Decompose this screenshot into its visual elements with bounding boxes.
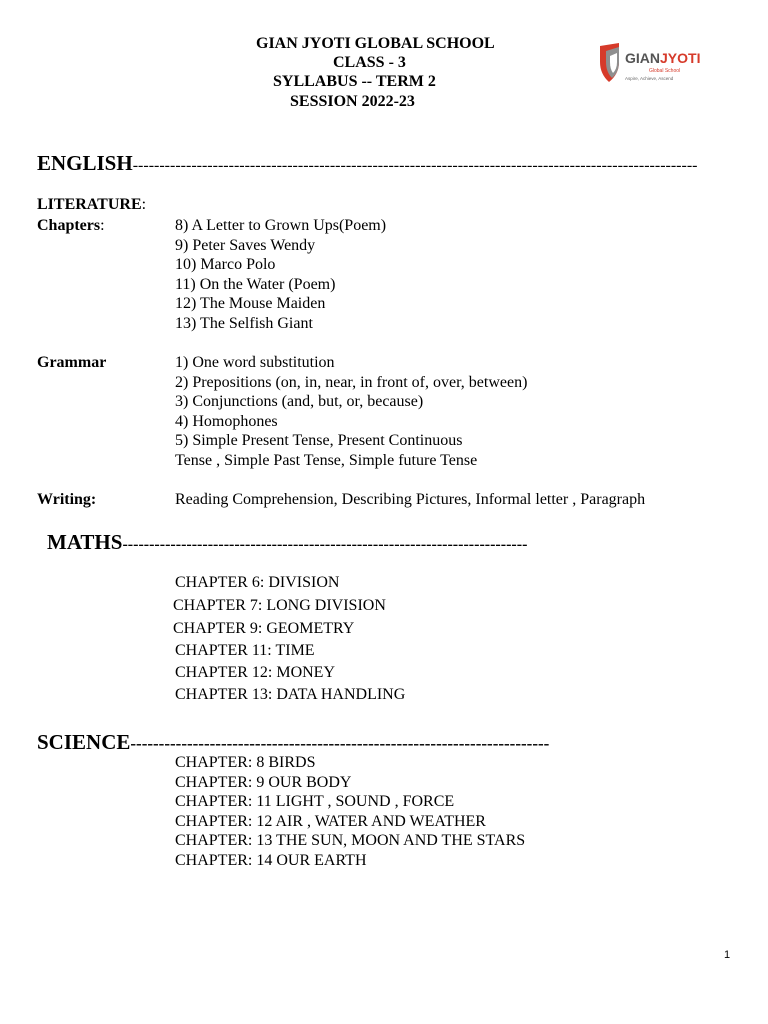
grammar-item: Tense , Simple Past Tense, Simple future Tense	[175, 452, 478, 469]
science-chapter-item: CHAPTER: 14 OUR EARTH	[175, 852, 367, 869]
shield-logo-icon	[597, 42, 707, 84]
grammar-label: Grammar	[37, 354, 107, 371]
grammar-item: 1) One word substitution	[175, 354, 335, 371]
english-chapter-item: 11) On the Water (Poem)	[175, 276, 336, 293]
science-chapter-item: CHAPTER: 12 AIR , WATER AND WEATHER	[175, 813, 486, 830]
syllabus-title: SYLLABUS -- TERM 2	[273, 73, 436, 90]
english-chapter-item: 13) The Selfish Giant	[175, 315, 313, 332]
english-chapter-item: 12) The Mouse Maiden	[175, 295, 326, 312]
maths-heading-text: MATHS	[47, 530, 123, 554]
english-chapter-item: 9) Peter Saves Wendy	[175, 237, 316, 254]
writing-label: Writing:	[37, 491, 97, 508]
logo-tagline: Aspire, Achieve, Ascend	[625, 76, 674, 81]
english-chapter-item: 10) Marco Polo	[175, 256, 276, 273]
grammar-item: 4) Homophones	[175, 413, 278, 430]
maths-chapter-item: CHAPTER 13: DATA HANDLING	[175, 686, 406, 703]
science-heading-text: SCIENCE	[37, 730, 131, 754]
maths-chapter-item: CHAPTER 12: MONEY	[175, 664, 336, 681]
logo-brand-a: GIAN	[625, 50, 660, 66]
chapters-label-text: Chapters	[37, 217, 101, 234]
literature-label	[37, 196, 146, 214]
english-chapter-item: 8) A Letter to Grown Ups(Poem)	[175, 217, 387, 234]
logo-subtitle: Global School	[649, 68, 681, 74]
science-chapter-item: CHAPTER: 8 BIRDS	[175, 754, 316, 771]
maths-chapter-item: CHAPTER 11: TIME	[175, 642, 315, 659]
science-chapter-item: CHAPTER: 9 OUR BODY	[175, 774, 352, 791]
chapters-colon: :	[100, 217, 105, 234]
literature-colon: :	[141, 196, 147, 213]
class-title: CLASS - 3	[333, 54, 406, 71]
maths-chapter-item: CHAPTER 9: GEOMETRY	[173, 620, 355, 637]
writing-topics: Reading Comprehension, Describing Pictures, Informal letter , Paragraph	[175, 491, 646, 508]
school-logo	[597, 42, 707, 84]
grammar-item: 5) Simple Present Tense, Present Continuous	[175, 432, 463, 449]
logo-brand-b: JYOTI	[660, 50, 701, 66]
grammar-item: 3) Conjunctions (and, but, or, because)	[175, 393, 424, 410]
english-heading-text: ENGLISH	[37, 151, 133, 175]
page-number: 1	[724, 949, 731, 961]
grammar-item: 2) Prepositions (on, in, near, in front of, over, between)	[175, 374, 528, 391]
session-title: SESSION 2022-23	[290, 93, 415, 110]
school-name: GIAN JYOTI GLOBAL SCHOOL	[256, 35, 495, 52]
literature-label-text: LITERATURE	[37, 196, 142, 213]
science-heading: SCIENCE--------------------------------------------------------------------------	[37, 730, 550, 754]
science-chapter-item: CHAPTER: 13 THE SUN, MOON AND THE STARS	[175, 832, 526, 849]
maths-heading: MATHS----------------------------------------------------------------------------	[47, 530, 528, 554]
chapters-label	[37, 217, 105, 235]
maths-chapter-item: CHAPTER 6: DIVISION	[175, 574, 340, 591]
svg-text:GIANJYOTI	[625, 50, 700, 66]
english-heading: ENGLISH----------------------------------------------------------------------------------------------------------	[37, 151, 698, 175]
maths-chapter-item: CHAPTER 7: LONG DIVISION	[173, 597, 386, 614]
science-chapter-item: CHAPTER: 11 LIGHT , SOUND , FORCE	[175, 793, 455, 810]
